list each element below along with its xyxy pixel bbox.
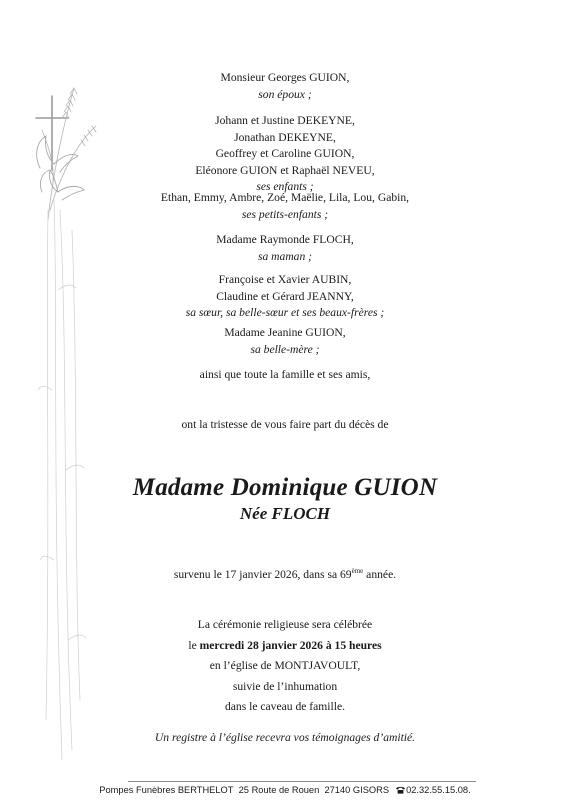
deceased-maiden-name: Née FLOCH	[239, 504, 331, 523]
others-line	[0, 367, 570, 384]
ceremony-vault: dans le caveau de famille.	[224, 700, 346, 713]
death-date-line	[0, 567, 570, 584]
mother-block	[0, 232, 570, 265]
mother-name: Madame Raymonde FLOCH,	[216, 233, 354, 246]
sister-in-law-name: Madame Jeanine GUION,	[224, 326, 346, 339]
spouse-block	[0, 70, 570, 103]
spouse-relation: son époux ;	[258, 87, 312, 101]
siblings-relation: sa sœur, sa belle-sœur et ses beaux-frères ;	[185, 306, 385, 319]
ceremony-date-prefix: le	[188, 638, 200, 652]
grandchildren-block	[0, 190, 570, 223]
child-name: Jonathan DEKEYNE,	[234, 130, 336, 144]
death-date-suffix: année.	[363, 568, 397, 581]
registry-note-text: Un registre à l’église recevra vos témoignages d’amitié.	[154, 731, 416, 744]
children-relation: ses enfants ;	[256, 180, 314, 193]
sibling-name: Claudine et Gérard JEANNY,	[216, 289, 354, 303]
ceremony-date-line	[0, 636, 570, 657]
company-address: 25 Route de Rouen	[238, 785, 320, 795]
deceased-name: Madame Dominique GUION	[132, 474, 438, 501]
grandchildren-relation: ses petits-enfants ;	[241, 207, 329, 221]
ceremony-date: mercredi 28 janvier 2026 à 15 heures	[199, 638, 382, 652]
registry-note	[0, 730, 570, 747]
funeral-company: Pompes Funèbres BERTHELOT	[99, 785, 234, 795]
ceremony-line: La cérémonie religieuse sera célébrée	[197, 618, 373, 631]
mother-relation: sa maman ;	[257, 249, 313, 263]
sister-in-law-relation: sa belle-mère ;	[250, 342, 320, 356]
footer-divider	[128, 781, 476, 782]
children-block	[0, 113, 570, 196]
ceremony-block	[0, 615, 570, 718]
company-city: 27140 GISORS	[324, 785, 390, 795]
company-phone: 02.32.55.15.08.	[406, 785, 471, 795]
ceremony-burial: suivie de l’inhumation	[232, 679, 338, 693]
siblings-block	[0, 272, 570, 322]
child-name: Eléonore GUION et Raphaël NEVEU,	[195, 163, 375, 177]
announcement-line	[0, 417, 570, 434]
death-age-ordinal: ème	[351, 567, 364, 576]
footer	[0, 785, 570, 795]
grandchildren-names: Ethan, Emmy, Ambre, Zoé, Maëlie, Lila, Lou, Gabin,	[160, 191, 410, 204]
child-name: Johann et Justine DEKEYNE,	[215, 114, 355, 127]
death-date-text	[0, 567, 570, 584]
telephone-icon	[395, 786, 406, 794]
sibling-name: Françoise et Xavier AUBIN,	[218, 273, 352, 286]
ceremony-location: en l’église de MONTJAVOULT,	[209, 659, 361, 672]
others-text: ainsi que toute la famille et ses amis,	[199, 368, 371, 381]
announcement-text: ont la tristesse de vous faire part du décès de	[181, 418, 389, 431]
child-name: Geoffrey et Caroline GUION,	[215, 147, 355, 160]
spouse-name: Monsieur Georges GUION,	[220, 71, 350, 84]
death-date-prefix: survenu le 17 janvier 2026, dans sa 69	[173, 568, 352, 581]
sister-in-law-block	[0, 325, 570, 358]
